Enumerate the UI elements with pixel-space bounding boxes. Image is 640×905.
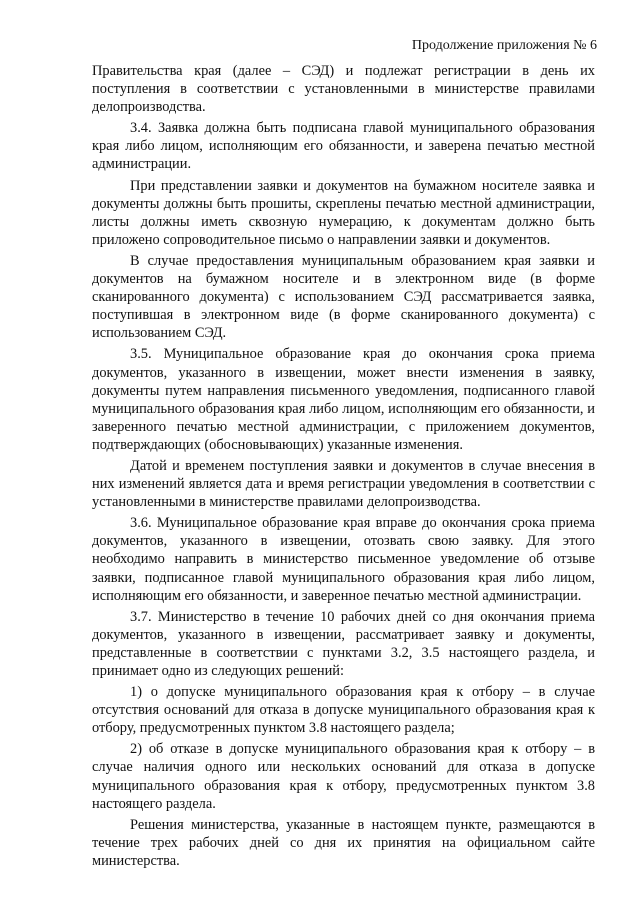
list-item-admission: 1) о допуске муниципального образования края к отбору – в случае отсутствия оснований для отказа в допуске муниципального образования края к отбору, предусмотренных пунктом 3.8 настоящего раздела; xyxy=(92,684,595,737)
list-item-refusal: 2) об отказе в допуске муниципального образования края к отбору – в случае наличия одного или нескольких оснований для отказа в допуске муниципального образования края к отбору, предусмотренных пунктом 3.8 настоящего раздела. xyxy=(92,741,595,812)
paragraph-publication: Решения министерства, указанные в настоящем пункте, размещаются в течение трех рабочих дней со дня их принятия на официальном сайте министерства. xyxy=(92,816,595,869)
paragraph-3-5: 3.5. Муниципальное образование края до окончания срока приема документов, указанного в извещении, может внести изменения в заявку, документы путем направления письменного уведомления, подписанного главой муниципального образования края либо лицом, исполняющим его обязанности, и заверенного печатью местной администрации, с приложением документов, подтверждающих (обосновывающих) указанные изменения. xyxy=(92,346,595,453)
paragraph-paper-submission: При представлении заявки и документов на бумажном носителе заявка и документы должны быть прошиты, скреплены печатью местной администрации, листы должны иметь сквозную нумерацию, к документам должно быть приложено сопроводительное письмо о направлении заявки и документов. xyxy=(92,177,595,248)
paragraph-dual-submission: В случае предоставления муниципальным образованием края заявки и документов на бумажном носителе и в электронном виде (в форме сканированного документа) с использованием СЭД рассматривается заявка, поступившая в электронном виде (в форме сканированного документа) с использованием СЭД. xyxy=(92,252,595,342)
paragraph-3-4: 3.4. Заявка должна быть подписана главой муниципального образования края либо лицом, исполняющим его обязанности, и заверена печатью местной администрации. xyxy=(92,120,595,173)
paragraph-change-date: Датой и временем поступления заявки и документов в случае внесения в них изменений является дата и время регистрации уведомления в соответствии с установленными в министерстве правилами делопроизводства. xyxy=(92,457,595,511)
paragraph-3-7: 3.7. Министерство в течение 10 рабочих дней со дня окончания приема документов, указанного в извещении, рассматривает заявку и документы, представленные в соответствии с пунктами 3.2, 3.5 настоящего раздела, и принимает одно из следующих решений: xyxy=(92,608,595,679)
document-body xyxy=(92,62,595,870)
paragraph-continuation: Правительства края (далее – СЭД) и подлежат регистрации в день их поступления в соответствии с установленными в министерстве правилами делопроизводства. xyxy=(92,63,595,116)
paragraph-3-6: 3.6. Муниципальное образование края вправе до окончания срока приема документов, указанного в извещении, отозвать свою заявку. Для этого необходимо направить в министерство письменное уведомление об отзыве заявки, подписанное главой муниципального образования края либо лицом, исполняющим его обязанности, и заверенное печатью местной администрации. xyxy=(92,515,595,604)
page-header-continuation: Продолжение приложения № 6 xyxy=(411,38,597,53)
